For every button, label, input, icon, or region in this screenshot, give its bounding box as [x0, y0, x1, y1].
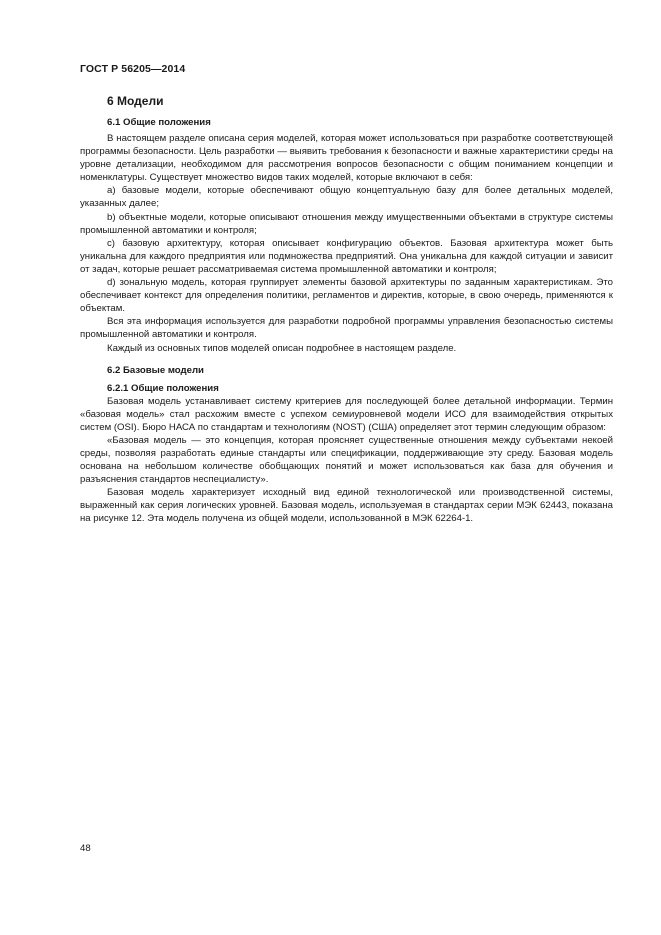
- paragraph-6-1-summary: Вся эта информация используется для разработки подробной программы управления безопасностью системы промышленной автоматики и контроля.: [80, 316, 613, 341]
- paragraph-6-2-1-quote: «Базовая модель — это концепция, которая проясняет существенные отношения между субъектами некоей среды, позволяя разработать единые стандарты или спецификации, поддерживающие эту среду. Базовая модель основана на небольшом количестве обобщающих понятий и может использоваться как база для обучения и разъяснения стандартов неспециалисту».: [80, 434, 613, 486]
- paragraph-6-2-1-definition: Базовая модель устанавливает систему критериев для последующей более детальной информации. Термин «базовая модель» стал расхожим вместе с успехом семиуровневой модели ИСО для взаимодействия открытых систем (OSI). Бюро НАСА по стандартам и технологиям (NOST) (США) определяет этот термин следующим образом:: [80, 395, 613, 433]
- section-6-1-title: 6.1 Общие положения: [107, 117, 211, 128]
- section-6-2-1-title: 6.2.1 Общие положения: [107, 382, 219, 394]
- list-item-b: b) объектные модели, которые описывают отношения между имущественными объектами в структуре системы промышленной автоматики и контроля;: [80, 211, 613, 236]
- page-number: 48: [80, 843, 91, 854]
- section-6-2-title: 6.2 Базовые модели: [107, 364, 204, 376]
- paragraph-6-1-intro: В настоящем разделе описана серия моделей, которая может использоваться при разработке соответствующей программы безопасности. Цель разработки — выявить требования к безопасности и важные характеристики среды на уровне детализации, необходимом для рассмотрения вопросов безопасности с общим пониманием концепции и номенклатуры. Существует множество видов таких моделей, которые включают в себя:: [80, 133, 613, 184]
- paragraph-6-1-closing: Каждый из основных типов моделей описан подробнее в настоящем разделе.: [107, 342, 457, 354]
- section-6-title: 6 Модели: [107, 94, 164, 108]
- list-item-a: a) базовые модели, которые обеспечивают общую концептуальную базу для более детальных моделей, указанных далее;: [80, 185, 613, 210]
- page-content: [80, 92, 613, 526]
- paragraph-6-2-1-description: Базовая модель характеризует исходный вид единой технологической или производственной системы, выраженный как серия логических уровней. Базовая модель, используемая в стандартах серии МЭК 62443, показана на рисунке 12. Эта модель получена из общей модели, использованной в МЭК 62264-1.: [80, 487, 613, 525]
- list-item-d: d) зональную модель, которая группирует элементы базовой архитектуры по заданным характеристикам. Это обеспечивает контекст для определения политики, регламентов и директив, которые, в свою очередь, применяются к объектам.: [80, 277, 613, 315]
- list-item-c: c) базовую архитектуру, которая описывает конфигурацию объектов. Базовая архитектура может быть уникальна для каждого предприятия или подмножества предприятий. Она уникальна для каждой ситуации и зависит от задач, которые решает рассматриваемая система промышленной автоматики и контроля;: [80, 237, 613, 275]
- document-header: ГОСТ Р 56205—2014: [80, 63, 186, 75]
